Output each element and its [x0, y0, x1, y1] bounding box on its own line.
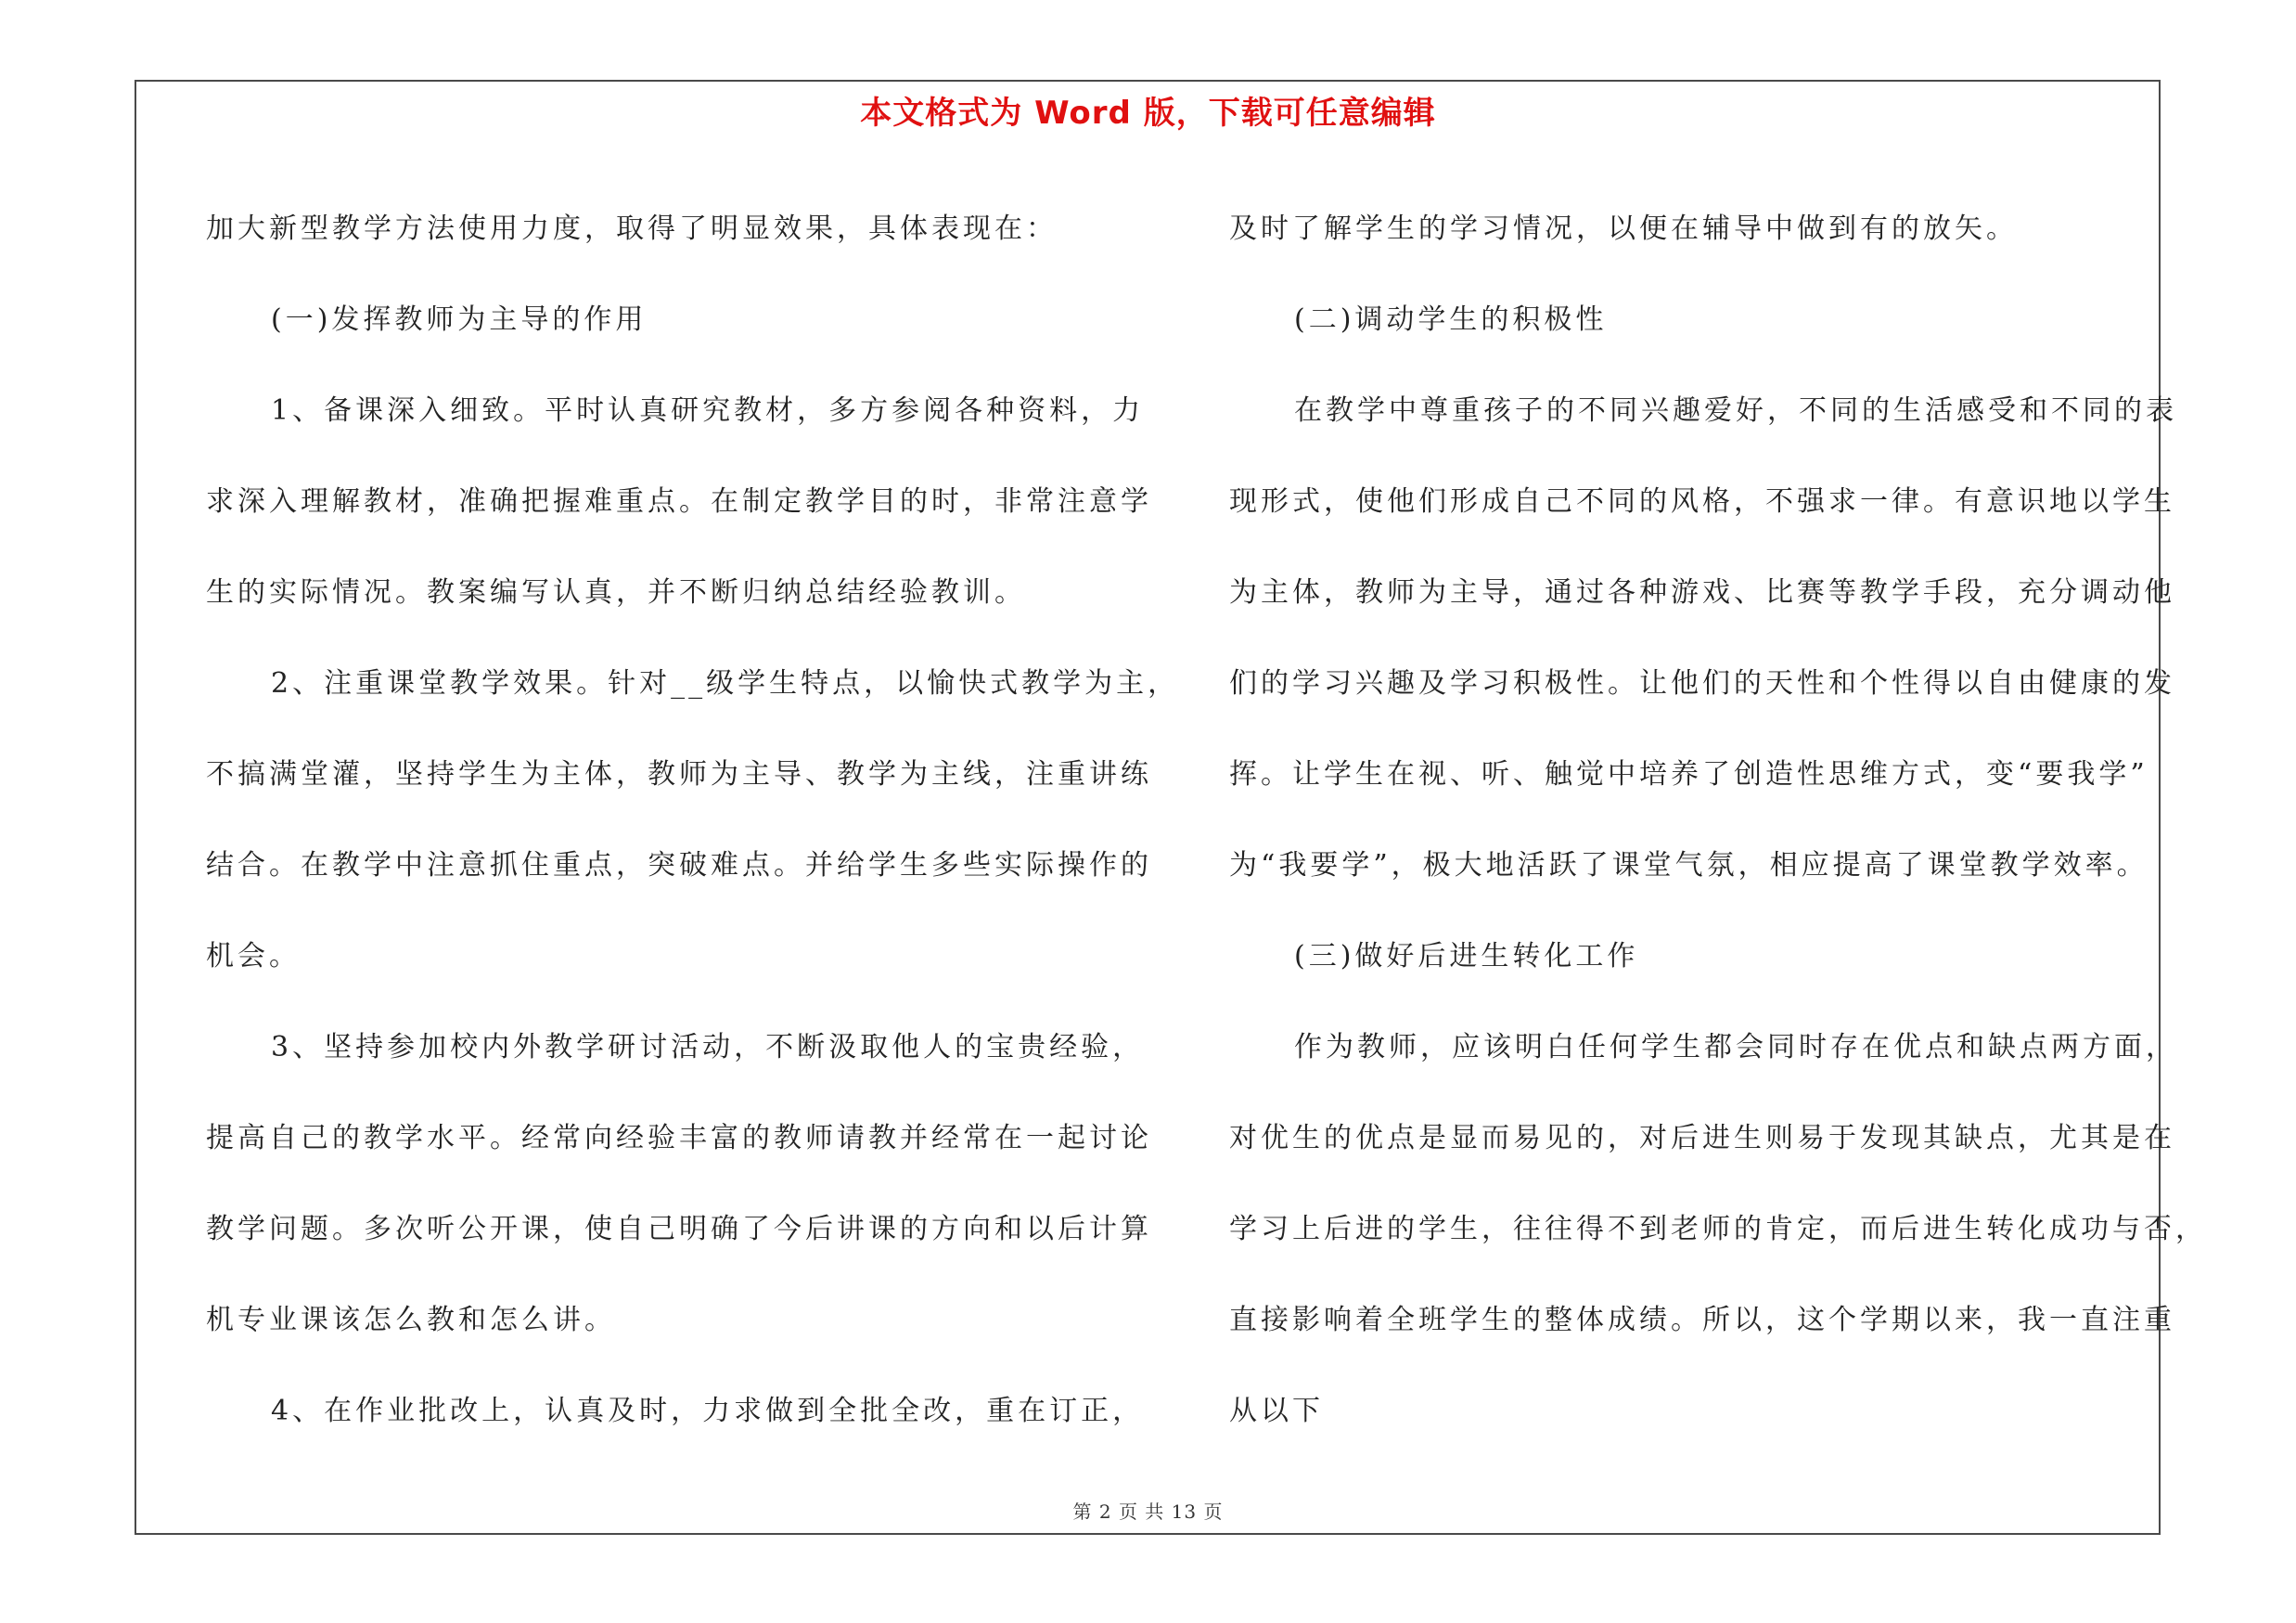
section-heading: (三)做好后进生转化工作: [1294, 940, 1639, 973]
left-column: [206, 184, 1180, 1457]
paragraph-line: 现形式，使他们形成自己不同的风格，不强求一律。有意识地以学生: [1229, 485, 2175, 518]
paragraph-line: 4、在作业批改上，认真及时，力求做到全批全改，重在订正，: [271, 1395, 1145, 1427]
section-heading: (二)调动学生的积极性: [1294, 303, 1608, 336]
paragraph-line: 不搞满堂灌，坚持学生为主体，教师为主导、教学为主线，注重讲练: [206, 758, 1152, 791]
paragraph-line: 从以下: [1229, 1395, 1324, 1427]
paragraph-line: 求深入理解教材，准确把握难重点。在制定教学目的时，非常注意学: [206, 485, 1152, 518]
paragraph-line: 对优生的优点是显而易见的，对后进生则易于发现其缺点，尤其是在: [1229, 1122, 2175, 1154]
paragraph-line: 为“我要学”，极大地活跃了课堂气氛，相应提高了课堂教学效率。: [1229, 849, 2148, 882]
paragraph-line: 作为教师，应该明白任何学生都会同时存在优点和缺点两方面，: [1294, 1031, 2177, 1063]
paragraph-line: 生的实际情况。教案编写认真，并不断归纳总结经验教训。: [206, 576, 1026, 609]
paragraph-line: 直接影响着全班学生的整体成绩。所以，这个学期以来，我一直注重: [1229, 1304, 2175, 1336]
paragraph-line: 及时了解学生的学习情况，以便在辅导中做到有的放矢。: [1229, 213, 2018, 245]
paragraph-line: 1、备课深入细致。平时认真研究教材，多方参阅各种资料，力: [271, 394, 1145, 427]
paragraph-line: 为主体，教师为主导，通过各种游戏、比赛等教学手段，充分调动他: [1229, 576, 2175, 609]
paragraph-line: 在教学中尊重孩子的不同兴趣爱好，不同的生活感受和不同的表: [1294, 394, 2177, 427]
page-number-footer: 第 2 页 共 13 页: [1072, 1501, 1224, 1523]
paragraph-line: 教学问题。多次听公开课，使自己明确了今后讲课的方向和以后计算: [206, 1213, 1152, 1245]
paragraph-line: 学习上后进的学生，往往得不到老师的肯定，而后进生转化成功与否，: [1229, 1213, 2207, 1245]
right-column: [1229, 184, 2207, 1457]
paragraph-line: 3、坚持参加校内外教学研讨活动，不断汲取他人的宝贵经验，: [271, 1031, 1145, 1063]
paragraph-line: 机会。: [206, 940, 301, 973]
paragraph-line: 提高自己的教学水平。经常向经验丰富的教师请教并经常在一起讨论: [206, 1122, 1152, 1154]
section-heading: (一)发挥教师为主导的作用: [271, 303, 648, 336]
paragraph-line: 2、注重课堂教学效果。针对__级学生特点，以愉快式教学为主，: [271, 667, 1180, 700]
format-banner: 本文格式为 Word 版，下载可任意编辑: [860, 95, 1436, 132]
paragraph-line: 机专业课该怎么教和怎么讲。: [206, 1304, 616, 1336]
paragraph-line: 加大新型教学方法使用力度，取得了明显效果，具体表现在：: [206, 213, 1058, 245]
paragraph-line: 结合。在教学中注意抓住重点，突破难点。并给学生多些实际操作的: [206, 849, 1152, 882]
paragraph-line: 们的学习兴趣及学习积极性。让他们的天性和个性得以自由健康的发: [1229, 667, 2175, 700]
paragraph-line: 挥。让学生在视、听、触觉中培养了创造性思维方式，变“要我学”: [1229, 758, 2148, 791]
